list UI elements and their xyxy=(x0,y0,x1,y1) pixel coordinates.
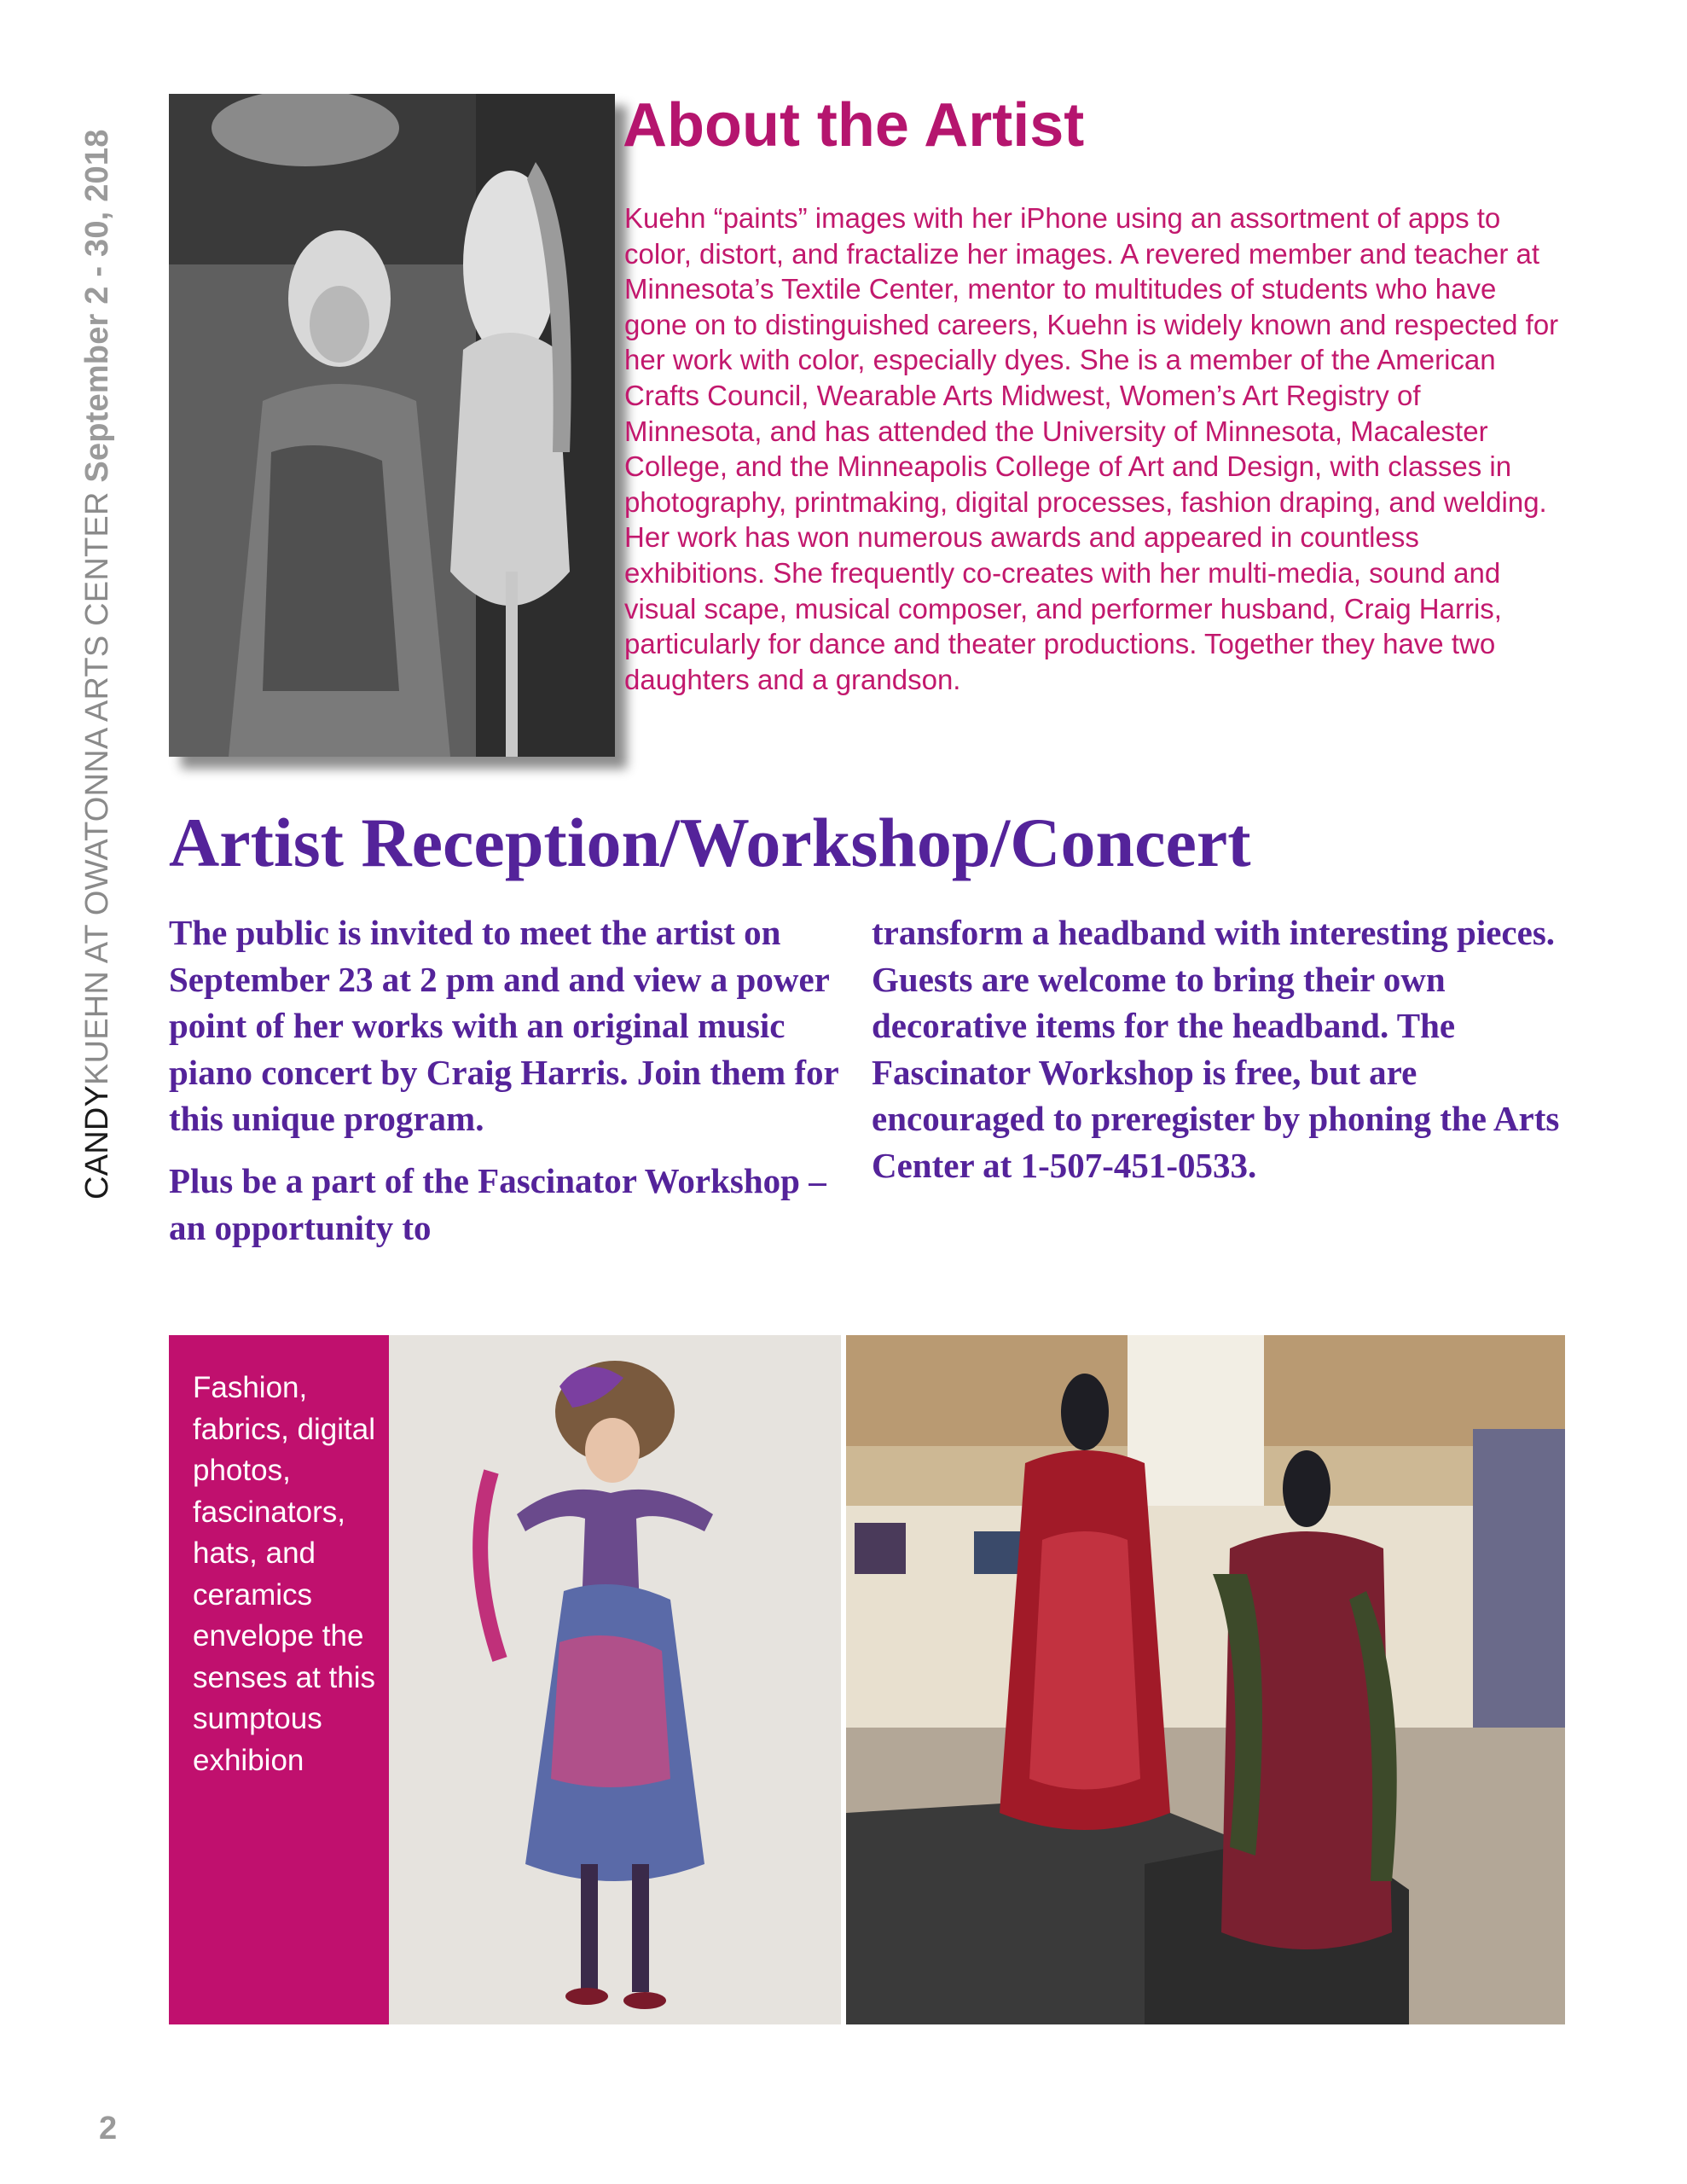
banner-venue: KUEHN AT OWATONNA ARTS CENTER xyxy=(79,482,115,1085)
dancer-photo xyxy=(389,1335,841,2024)
about-artist-body: Kuehn “paints” images with her iPhone using an assortment of apps to color, distort, and fractalize her images. A revered member and teacher at Minnesota’s Textile Center, mentor to multitudes of students who have gone on to distinguished careers, Kuehn is widely known and respected for her work with color, especially dyes. She is a member of the American Crafts Council, Wearable Arts Midwest, Women’s Art Registry of Minnesota, and has attended the University of Minnesota, Macalester College, and the Minneapolis College of Art and Design, with classes in photography, printmaking, digital processes, fashion draping, and welding. Her work has won numerous awards and appeared in countless exhibitions. She frequently co-creates with her multi-media, sound and visual scape, musical composer, and performer husband, Craig Harris, particularly for dance and theater productions. Together they have two daughters and a grandson. xyxy=(624,202,1559,695)
event-paragraph-3: transform a headband with interesting pieces. Guests are welcome to bring their own decorative items for the headband. The Fascinator Workshop is free, but are encouraged to preregister by phoning the Arts Center at 1-507-451-0533. xyxy=(872,913,1560,1185)
side-banner xyxy=(81,129,113,1199)
banner-dates: September 2 - 30, 2018 xyxy=(79,129,115,483)
event-paragraph-1: The public is invited to meet the artist on September 23 at 2 pm and and view a power point of her works with an original music piano concert by Craig Harris. Join them for this unique program. xyxy=(169,913,838,1139)
exhibition-illustration xyxy=(846,1335,1565,2024)
page-number: 2 xyxy=(99,2111,118,2146)
exhibition-photo xyxy=(846,1335,1565,2024)
event-column-left xyxy=(169,909,851,1251)
artist-portrait-illustration xyxy=(169,94,615,757)
event-paragraph-2: Plus be a part of the Fascinator Workshop – an opportunity to xyxy=(169,1160,826,1247)
gallery-caption-box xyxy=(169,1335,389,2024)
artist-portrait-photo xyxy=(169,94,615,757)
event-column-right xyxy=(872,909,1580,1189)
about-artist-heading: About the Artist xyxy=(623,91,1085,160)
dancer-illustration xyxy=(389,1335,841,2024)
gallery-caption: Fashion, fabrics, digital photos, fascinators, hats, and ceramics envelope the senses at this sumptous exhibion xyxy=(193,1371,375,1777)
banner-artist-name: CANDY xyxy=(79,1084,115,1199)
event-heading: Artist Reception/Workshop/Concert xyxy=(169,804,1251,881)
